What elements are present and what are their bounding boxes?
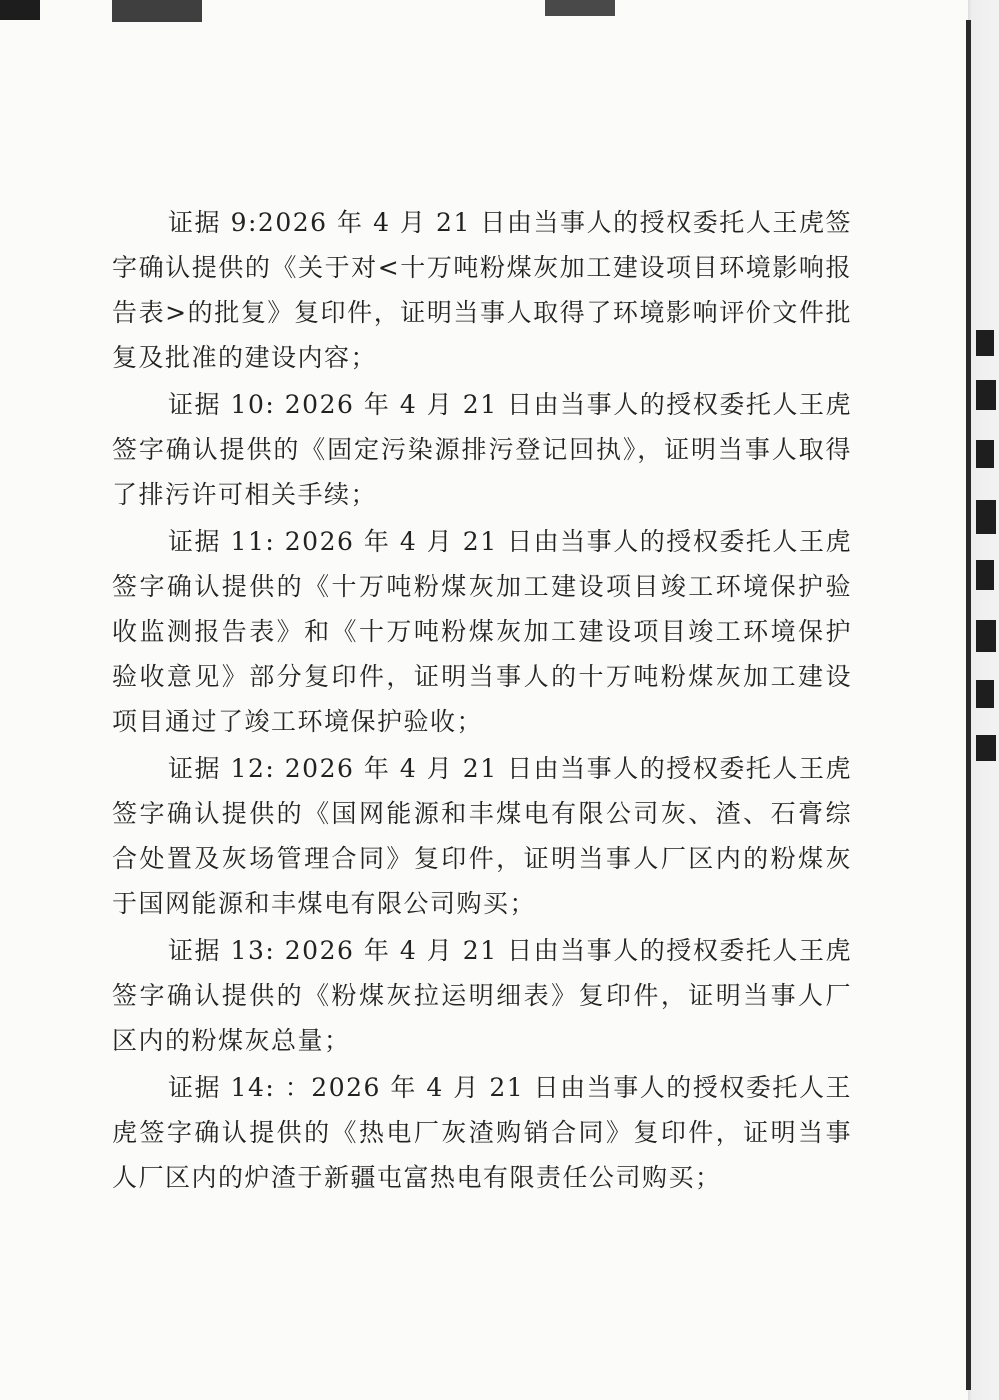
- page-edge-line: [966, 20, 971, 1390]
- evidence-10: 证据 10: 2026 年 4 月 21 日由当事人的授权委托人王虎签字确认提供的《固定污染源排污登记回执》，证明当事人取得了排污许可相关手续；: [112, 390, 852, 509]
- evidence-9: 证据 9:2026 年 4 月 21 日由当事人的授权委托人王虎签字确认提供的《关于对<十万吨粉煤灰加工建设项目环境影响报告表>的批复》复印件，证明当事人取得了环境影响评价文件批复及批准的建设内容；: [112, 208, 852, 372]
- edge-bleed-mark-7: [976, 680, 994, 708]
- evidence-list: [112, 200, 852, 1200]
- top-bleed-fragment-1: [0, 0, 40, 20]
- edge-bleed-mark-8: [976, 735, 996, 761]
- top-bleed-fragment-2: [112, 0, 202, 22]
- evidence-14: 证据 14: ：2026 年 4 月 21 日由当事人的授权委托人王虎签字确认提供的《热电厂灰渣购销合同》复印件，证明当事人厂区内的炉渣于新疆屯富热电有限责任公司购买；: [112, 1073, 852, 1192]
- edge-bleed-mark-3: [976, 440, 994, 468]
- edge-bleed-mark-4: [976, 500, 996, 534]
- edge-bleed-mark-1: [976, 330, 994, 356]
- edge-bleed-mark-5: [976, 560, 994, 590]
- top-bleed-fragment-3: [545, 0, 615, 16]
- edge-bleed-mark-2: [976, 380, 996, 410]
- edge-bleed-mark-6: [976, 620, 996, 652]
- evidence-11: 证据 11: 2026 年 4 月 21 日由当事人的授权委托人王虎签字确认提供的《十万吨粉煤灰加工建设项目竣工环境保护验收监测报告表》和《十万吨粉煤灰加工建设项目竣工环境保护验收意见》部分复印件，证明当事人的十万吨粉煤灰加工建设项目通过了竣工环境保护验收；: [112, 527, 852, 736]
- evidence-13: 证据 13: 2026 年 4 月 21 日由当事人的授权委托人王虎签字确认提供的《粉煤灰拉运明细表》复印件，证明当事人厂区内的粉煤灰总量；: [112, 936, 852, 1055]
- evidence-12: 证据 12: 2026 年 4 月 21 日由当事人的授权委托人王虎签字确认提供的《国网能源和丰煤电有限公司灰、渣、石膏综合处置及灰场管理合同》复印件，证明当事人厂区内的粉煤灰于国网能源和丰煤电有限公司购买；: [112, 754, 852, 918]
